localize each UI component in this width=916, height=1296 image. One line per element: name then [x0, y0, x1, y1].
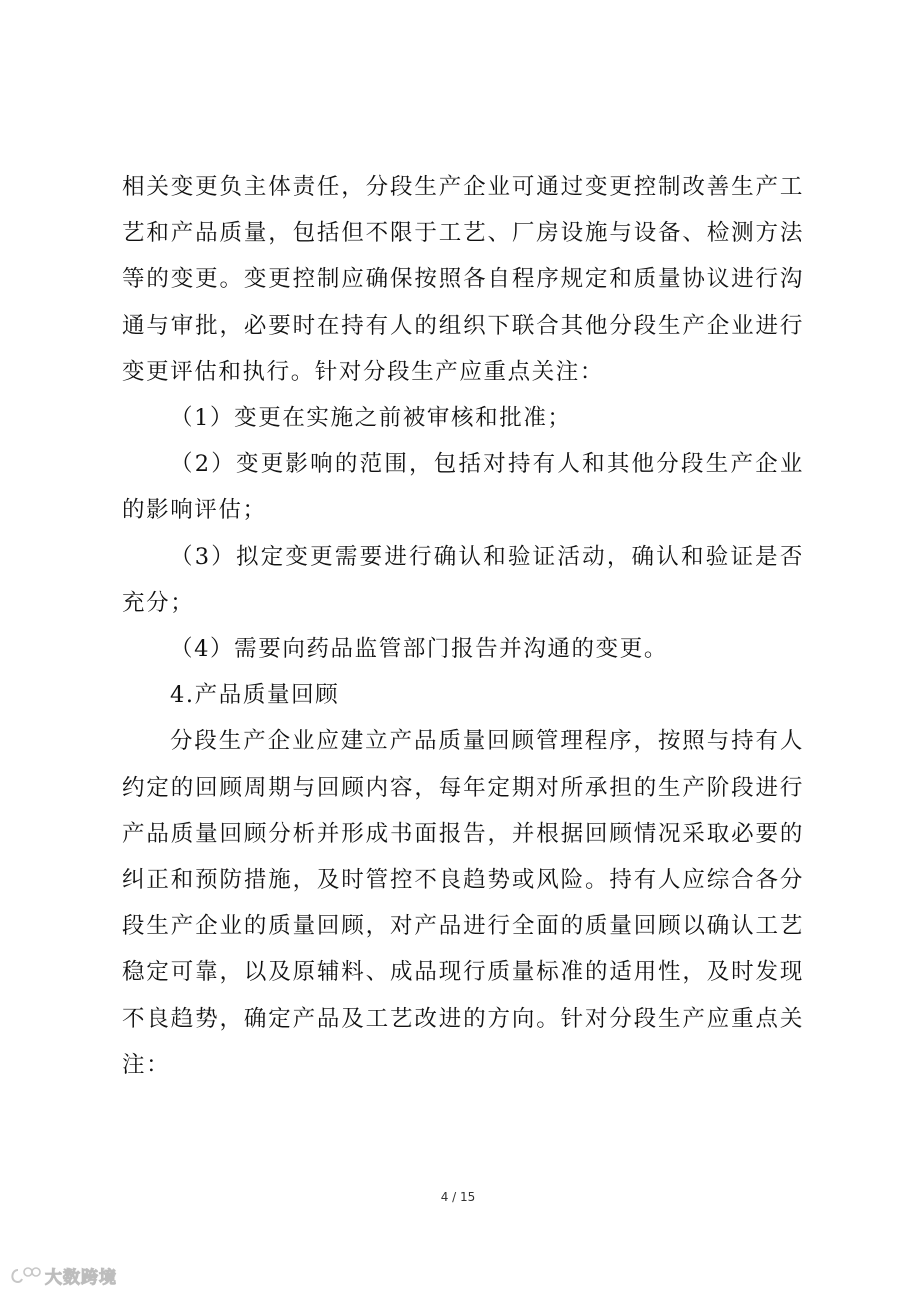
- watermark-logo-icon: [8, 1266, 42, 1286]
- list-item-4: （4）需要向药品监管部门报告并沟通的变更。: [170, 636, 668, 663]
- watermark-text: 大数跨境: [45, 1268, 117, 1288]
- section-heading-product-quality-review: 4.产品质量回顾: [170, 682, 340, 709]
- list-item-1: （1）变更在实施之前被审核和批准；: [170, 405, 572, 432]
- page-number: 4 / 15: [440, 1190, 476, 1204]
- document-body: [122, 164, 804, 1088]
- paragraph-product-quality-review: 分段生产企业应建立产品质量回顾管理程序，按照与持有人约定的回顾周期与回顾内容，每年定期对所承担的生产阶段进行产品质量回顾分析并形成书面报告，并根据回顾情况采取必要的纠正和预防措施，及时管控不良趋势或风险。持有人应综合各分段生产企业的质量回顾，对产品进行全面的质量回顾以确认工艺稳定可靠，以及原辅料、成品现行质量标准的适用性，及时发现不良趋势，确定产品及工艺改进的方向。针对分段生产应重点关注：: [122, 728, 804, 1078]
- watermark: [8, 1263, 117, 1288]
- list-item-3: （3）拟定变更需要进行确认和验证活动，确认和验证是否充分；: [122, 543, 804, 616]
- list-item-2: （2）变更影响的范围，包括对持有人和其他分段生产企业的影响评估；: [122, 451, 804, 524]
- paragraph-change-control-continued: 相关变更负主体责任，分段生产企业可通过变更控制改善生产工艺和产品质量，包括但不限于工艺、厂房设施与设备、检测方法等的变更。变更控制应确保按照各自程序规定和质量协议进行沟通与审批，必要时在持有人的组织下联合其他分段生产企业进行变更评估和执行。针对分段生产应重点关注：: [122, 174, 804, 385]
